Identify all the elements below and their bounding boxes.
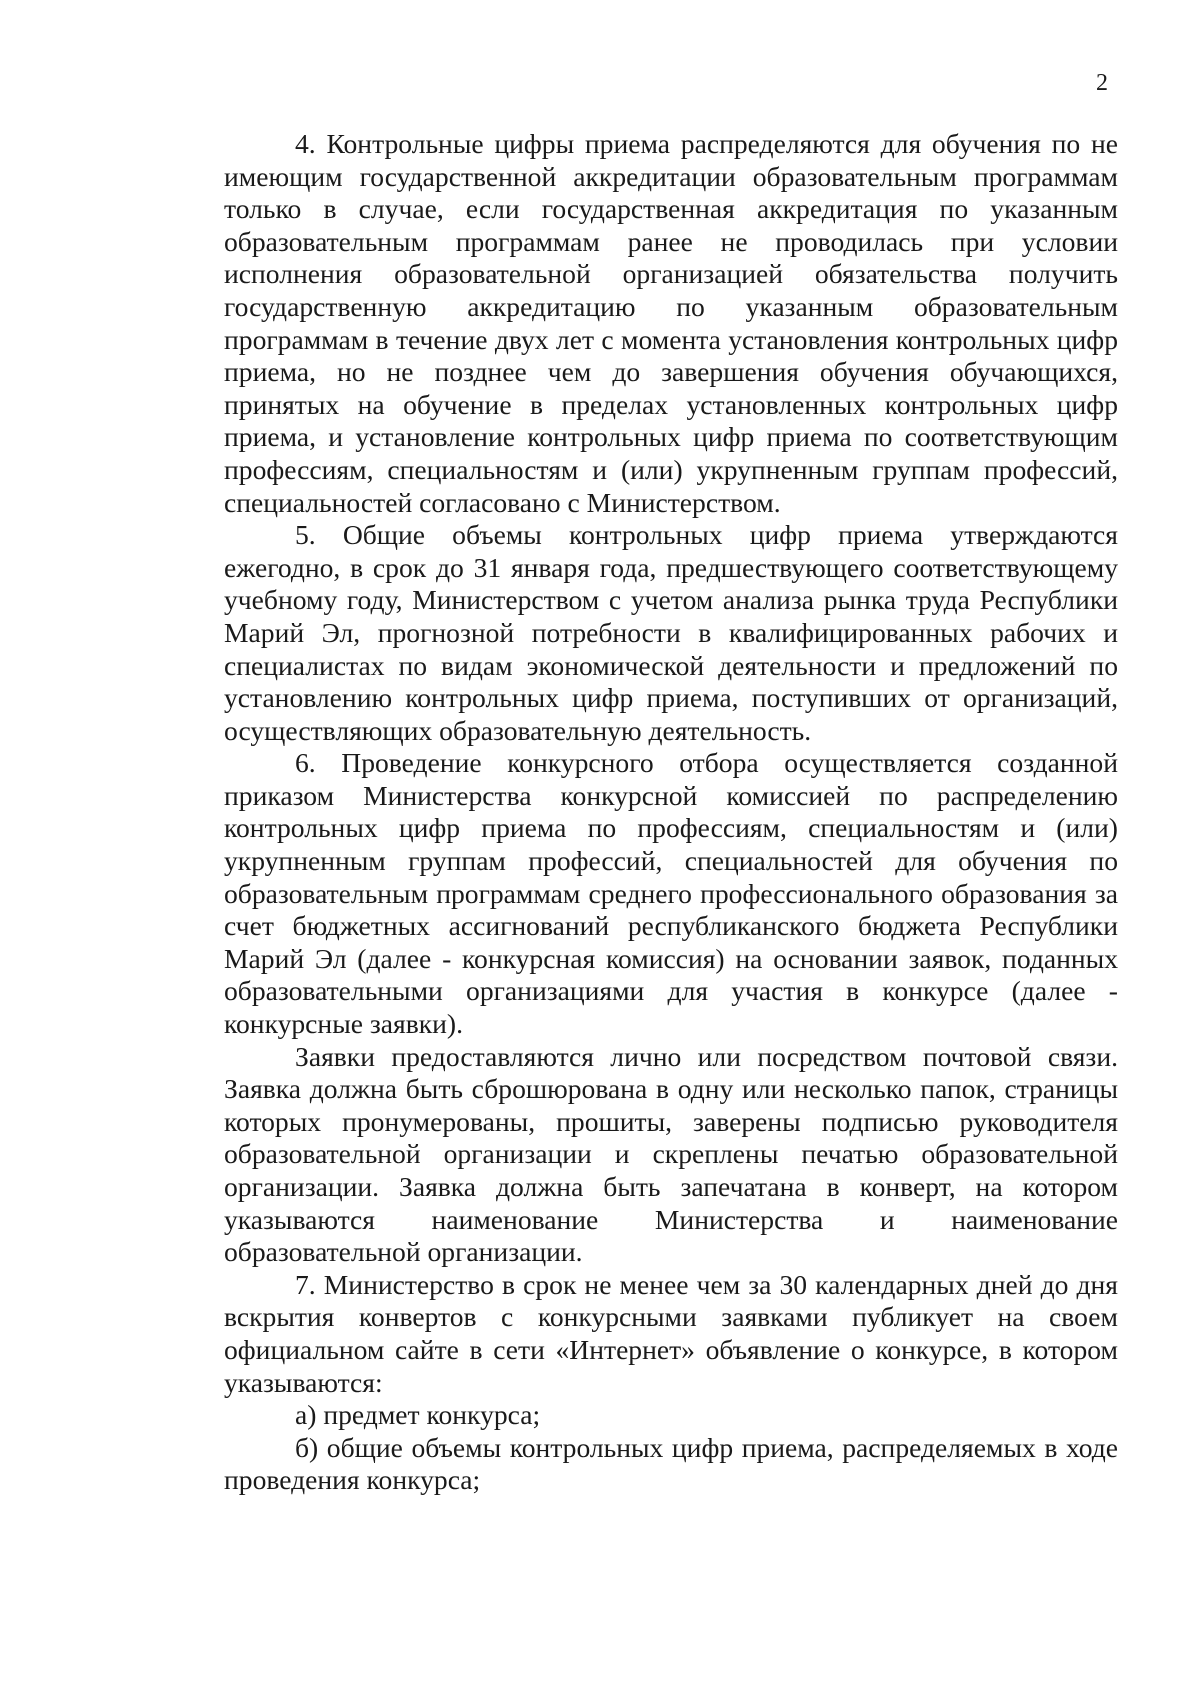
paragraph-item-5: 5. Общие объемы контрольных цифр приема утверждаются ежегодно, в срок до 31 января года, предшествующего соответствующему учебному году, Министерством с учетом анализа рынка труда Республики Марий Эл, прогнозной потребности в квалифицированных рабочих и специалистах по видам экономической деятельности и предложений по установлению контрольных цифр приема, поступивших от организаций, осуществляющих образовательную деятельность. — [224, 519, 1118, 746]
paragraph-subitem-a: а) предмет конкурса; — [295, 1399, 541, 1431]
page-number: 2 — [1096, 70, 1108, 96]
paragraph-subitem-b: б) общие объемы контрольных цифр приема, распределяемых в ходе проведения конкурса; — [224, 1431, 1118, 1496]
paragraph-item-7: 7. Министерство в срок не менее чем за 30 календарных дней до дня вскрытия конвертов с конкурсными заявками публикует на своем официальном сайте в сети «Интернет» объявление о конкурсе, в котором указываются: — [224, 1268, 1118, 1398]
document-body — [224, 128, 1118, 1497]
paragraph-item-4: 4. Контрольные цифры приема распределяются для обучения по не имеющим государственной аккредитации образовательным программам только в случае, если государственная аккредитация по указанным образовательным программам ранее не проводилась при условии исполнения образовательной организацией обязательства получить государственную аккредитацию по указанным образовательным программам в течение двух лет с момента установления контрольных цифр приема, но не позднее чем до завершения обучения обучающихся, принятых на обучение в пределах установленных контрольных цифр приема, и установление контрольных цифр приема по соответствующим профессиям, специальностям и (или) укрупненным группам профессий, специальностей согласовано с Министерством. — [224, 128, 1118, 518]
paragraph-applications: Заявки предоставляются лично или посредством почтовой связи. Заявка должна быть сброшюрована в одну или несколько папок, страницы которых пронумерованы, прошиты, заверены подписью руководителя образовательной организации и скреплены печатью образовательной организации. Заявка должна быть запечатана в конверт, на котором указываются наименование Министерства и наименование образовательной организации. — [224, 1040, 1118, 1268]
paragraph-item-6: 6. Проведение конкурсного отбора осуществляется созданной приказом Министерства конкурсной комиссией по распределению контрольных цифр приема по профессиям, специальностям и (или) укрупненным группам профессий, специальностей для обучения по образовательным программам среднего профессионального образования за счет бюджетных ассигнований республиканского бюджета Республики Марий Эл (далее - конкурсная комиссия) на основании заявок, поданных образовательными организациями для участия в конкурсе (далее - конкурсные заявки). — [224, 747, 1118, 1040]
